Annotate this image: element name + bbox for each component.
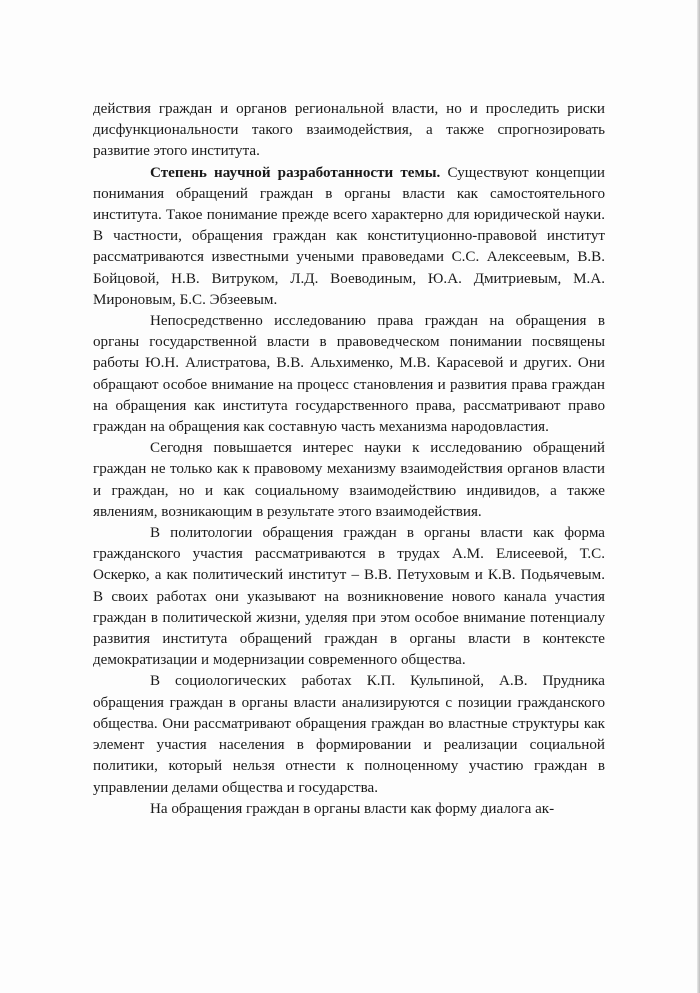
paragraph-5-text: В политологии обращения граждан в органы власти как форма гражданского участия рассматриваются в трудах А.М. Елисеевой, Т.С. Оскерко, а как политический институт – В.В. Петуховым и К.В. Подьячевым. В своих работах они указывают на возникновение нового канала участия граждан в политической жизни, уделяя при этом особое внимание потенциалу развития института обращений граждан в органы власти в контексте демократизации и модернизации современного общества. <box>93 525 605 669</box>
paragraph-5 <box>93 523 605 671</box>
body-text <box>93 99 605 820</box>
paragraph-4 <box>93 438 605 523</box>
paragraph-7 <box>93 799 605 820</box>
paragraph-1-text: действия граждан и органов региональной власти, но и проследить риски дисфункциональности такого взаимодействия, а также спрогнозировать развитие этого института. <box>93 101 605 160</box>
paragraph-2 <box>93 163 605 311</box>
paragraph-7-text: На обращения граждан в органы власти как форму диалога ак- <box>150 800 555 817</box>
paragraph-3 <box>93 311 605 438</box>
paragraph-2-text: Существуют концепции понимания обращений граждан в органы власти как самостоятельного института. Такое понимание прежде всего характерно для юридической науки. В частности, обращения граждан как конституционно-правовой институт рассматриваются известными учеными правоведами С.С. Алексеевым, В.В. Бойцовой, Н.В. Витруком, Л.Д. Воеводиным, Ю.А. Дмитриевым, М.А. Мироновым, Б.С. Эбзеевым. <box>93 164 605 308</box>
paragraph-1 <box>93 99 605 163</box>
paragraph-6 <box>93 671 605 798</box>
paragraph-3-text: Непосредственно исследованию права граждан на обращения в органы государственной власти в правоведческом понимании посвящены работы Ю.Н. Алистратова, В.В. Альхименко, М.В. Карасевой и других. Они обращают особое внимание на процесс становления и развития права граждан на обращения как института государственного права, рассматривают право граждан на обращения как составную часть механизма народовластия. <box>93 313 605 436</box>
paragraph-4-text: Сегодня повышается интерес науки к исследованию обращений граждан не только как к правовому механизму взаимодействия органов власти и граждан, но и как социальному взаимодействию индивидов, а также явлениям, возникающим в результате этого взаимодействия. <box>93 440 605 520</box>
section-heading-inline: Степень научной разработанности темы. <box>150 164 441 181</box>
paragraph-6-text: В социологических работах К.П. Кульпиной, А.В. Прудника обращения граждан в органы власти анализируются с позиции гражданского общества. Они рассматривают обращения граждан во властные структуры как элемент участия населения в формировании и реализации социальной политики, который нельзя отнести к полноценному участию граждан в управлении делами общества и государства. <box>93 673 605 796</box>
